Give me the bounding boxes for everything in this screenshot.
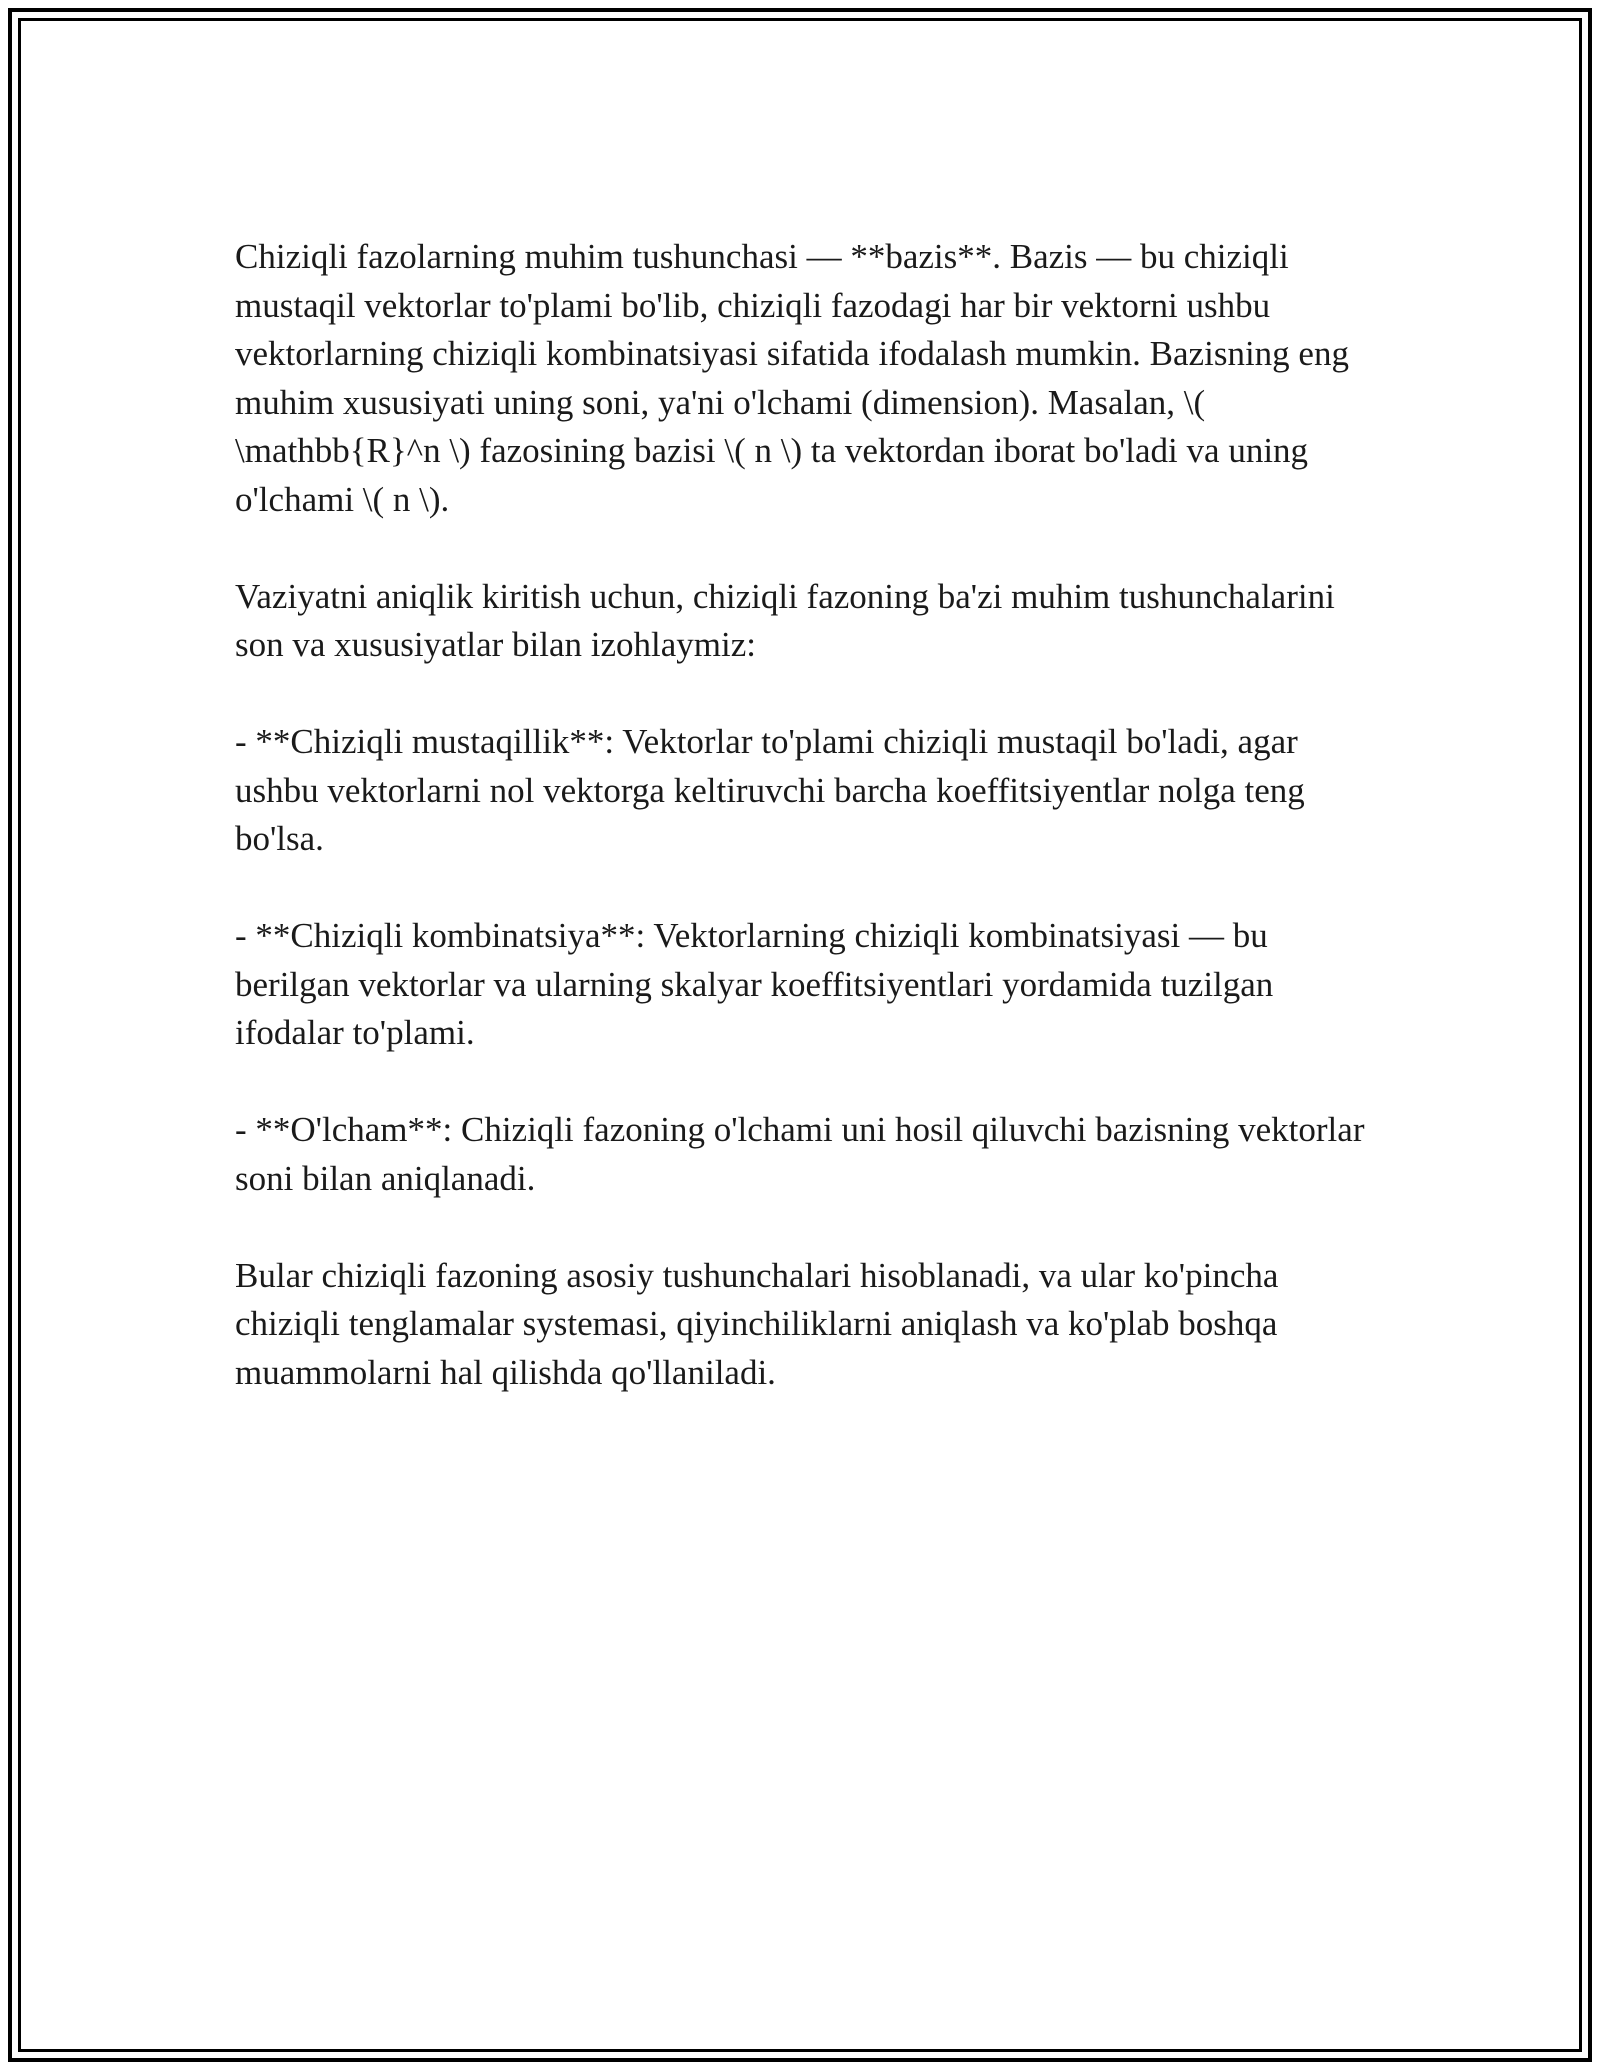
paragraph-basis-definition: Chiziqli fazolarning muhim tushunchasi — **bazis**. Bazis — bu chiziqli mustaqil vektorlar to'plami bo'lib, chiziqli fazodagi har bir vektorni ushbu vektorlarning chiziqli kombinatsiyasi sifatida ifodalash mumkin. Bazisning eng muhim xususiyati uning soni, ya'ni o'lchami (dimension). Masalan, \( \mathbb{R}^n \) fazosining bazisi \( n \) ta vektordan iborat bo'ladi va uning o'lchami \( n \).: [235, 237, 1349, 519]
list-item-linear-independence: - **Chiziqli mustaqillik**: Vektorlar to'plami chiziqli mustaqil bo'ladi, agar ushbu vektorlarni nol vektorga keltiruvchi barcha koeffitsiyentlar nolga teng bo'lsa.: [235, 722, 1305, 858]
document-body: [235, 233, 1370, 1446]
paragraph-introduction: Vaziyatni aniqlik kiritish uchun, chiziqli fazoning ba'zi muhim tushunchalarini son va xususiyatlar bilan izohlaymiz:: [235, 576, 1335, 664]
list-item-dimension: - **O'lcham**: Chiziqli fazoning o'lchami uni hosil qiluvchi bazisning vektorlar soni bilan aniqlanadi.: [235, 1110, 1365, 1198]
paragraph-conclusion: Bular chiziqli fazoning asosiy tushunchalari hisoblanadi, va ular ko'pincha chiziqli tenglamalar systemasi, qiyinchiliklarni aniqlash va ko'plab boshqa muammolarni hal qilishda qo'llaniladi.: [235, 1255, 1279, 1392]
list-item-linear-combination: - **Chiziqli kombinatsiya**: Vektorlarning chiziqli kombinatsiyasi — bu berilgan vektorlar va ularning skalyar koeffitsiyentlari yordamida tuzilgan ifodalar to'plami.: [235, 916, 1274, 1052]
